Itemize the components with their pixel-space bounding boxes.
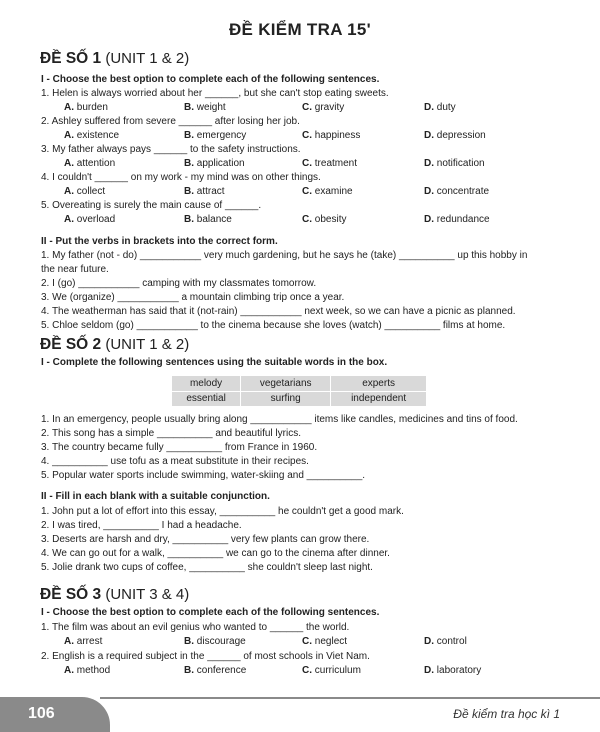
- s1-q4-option-b: B. attract: [184, 186, 225, 197]
- s2-conj-4: 4. We can go out for a walk, __________ we can go to the cinema after dinner.: [41, 548, 390, 559]
- s1-q2-option-c: C. happiness: [302, 130, 361, 141]
- s1-q5-option-c: C. obesity: [302, 214, 347, 225]
- s1-q3-option-c: C. treatment: [302, 158, 358, 169]
- s1-q3-option-a: A. attention: [64, 158, 116, 169]
- s3-q2-option-a: A. method: [64, 665, 111, 676]
- s1-q5-option-d: D. redundance: [424, 214, 490, 225]
- section-3-title: ĐỀ SỐ 3: [40, 586, 102, 603]
- s1-part1-instruction: I - Choose the best option to complete each of the following sentences.: [41, 74, 380, 85]
- word-box-cell: vegetarians: [241, 376, 331, 392]
- s2-question-1: 1. In an emergency, people usually bring along ___________ items like candles, medicines and tins of food.: [41, 414, 518, 425]
- page-footer: [0, 697, 600, 732]
- section-2-unit: (UNIT 1 & 2): [105, 336, 190, 353]
- s1-verb-4: 4. The weatherman has said that it (not-rain) ___________ next week, so we can have a picnic as planned.: [41, 306, 516, 317]
- s2-question-2: 2. This song has a simple __________ and beautiful lyrics.: [41, 428, 301, 439]
- s3-q1-option-b: B. discourage: [184, 636, 246, 647]
- section-1-unit: (UNIT 1 & 2): [105, 50, 190, 67]
- s1-q2-option-d: D. depression: [424, 130, 486, 141]
- s1-question-1: 1. Helen is always worried about her ______, but she can't stop eating sweets.: [41, 88, 389, 99]
- s2-question-5: 5. Popular water sports include swimming, water-skiing and __________.: [41, 470, 366, 481]
- s1-question-5: 5. Overeating is surely the main cause of ______.: [41, 200, 262, 211]
- section-3-unit: (UNIT 3 & 4): [105, 586, 190, 603]
- s2-part1-instruction: I - Complete the following sentences using the suitable words in the box.: [41, 357, 388, 368]
- s1-verb-1: 1. My father (not - do) ___________ very much gardening, but he says he (take) __________ up this hobby in: [41, 250, 528, 261]
- s1-q3-option-b: B. application: [184, 158, 245, 169]
- s2-conj-5: 5. Jolie drank two cups of coffee, __________ she couldn't sleep last night.: [41, 562, 373, 573]
- s1-question-4: 4. I couldn't ______ on my work - my mind was on other things.: [41, 172, 321, 183]
- s1-question-3: 3. My father always pays ______ to the safety instructions.: [41, 144, 301, 155]
- section-2-title: ĐỀ SỐ 2: [40, 336, 102, 353]
- s1-verb-1-cont: the near future.: [41, 264, 109, 275]
- s3-q1-option-a: A. arrest: [64, 636, 103, 647]
- footer-book-title: Đề kiểm tra học kì 1: [453, 707, 560, 721]
- s1-q4-option-a: A. collect: [64, 186, 106, 197]
- s3-question-2: 2. English is a required subject in the ______ of most schools in Viet Nam.: [41, 651, 370, 662]
- s1-q5-option-a: A. overload: [64, 214, 116, 225]
- s1-q2-option-a: A. existence: [64, 130, 120, 141]
- word-box-cell: melody: [172, 376, 241, 392]
- s2-conj-2: 2. I was tired, __________ I had a headache.: [41, 520, 242, 531]
- s1-q4-option-c: C. examine: [302, 186, 353, 197]
- s2-question-4: 4. __________ use tofu as a meat substitute in their recipes.: [41, 456, 309, 467]
- section-1-title: ĐỀ SỐ 1: [40, 50, 102, 67]
- s1-verb-2: 2. I (go) ___________ camping with my classmates tomorrow.: [41, 278, 317, 289]
- section-1-heading: [40, 50, 189, 68]
- s3-q2-option-b: B. conference: [184, 665, 247, 676]
- s1-verb-5: 5. Chloe seldom (go) ___________ to the cinema because she loves (watch) __________ films at home.: [41, 320, 506, 331]
- s2-conj-1: 1. John put a lot of effort into this essay, __________ he couldn't get a good mark.: [41, 506, 404, 517]
- s3-q2-option-d: D. laboratory: [424, 665, 482, 676]
- s2-part2-instruction: II - Fill in each blank with a suitable conjunction.: [41, 491, 270, 502]
- s1-q5-option-b: B. balance: [184, 214, 232, 225]
- word-box-cell: surfing: [241, 391, 331, 407]
- s1-q1-option-d: D. duty: [424, 102, 456, 113]
- s2-question-3: 3. The country became fully __________ from France in 1960.: [41, 442, 318, 453]
- s1-q1-option-b: B. weight: [184, 102, 226, 113]
- s1-part2-instruction: II - Put the verbs in brackets into the correct form.: [41, 236, 278, 247]
- page-title: ĐỀ KIỂM TRA 15': [228, 20, 372, 39]
- s3-question-1: 1. The film was about an evil genius who wanted to ______ the world.: [41, 622, 350, 633]
- page-number: 106: [28, 705, 55, 722]
- s3-q1-option-c: C. neglect: [302, 636, 348, 647]
- page-number-tab: [0, 697, 110, 732]
- footer-rule: [100, 697, 600, 699]
- s1-q2-option-b: B. emergency: [184, 130, 247, 141]
- s1-verb-3: 3. We (organize) ___________ a mountain climbing trip once a year.: [41, 292, 345, 303]
- s1-q1-option-a: A. burden: [64, 102, 108, 113]
- word-box: [171, 375, 427, 407]
- s1-q4-option-d: D. concentrate: [424, 186, 490, 197]
- word-box-cell: experts: [331, 376, 427, 392]
- section-3-heading: [40, 586, 189, 604]
- s1-q3-option-d: D. notification: [424, 158, 485, 169]
- word-box-cell: independent: [331, 391, 427, 407]
- s1-q1-option-c: C. gravity: [302, 102, 345, 113]
- s1-question-2: 2. Ashley suffered from severe ______ after losing her job.: [41, 116, 300, 127]
- s2-conj-3: 3. Deserts are harsh and dry, __________ very few plants can grow there.: [41, 534, 370, 545]
- section-2-heading: [40, 336, 189, 354]
- s3-q1-option-d: D. control: [424, 636, 467, 647]
- word-box-cell: essential: [172, 391, 241, 407]
- s3-q2-option-c: C. curriculum: [302, 665, 361, 676]
- s3-part1-instruction: I - Choose the best option to complete each of the following sentences.: [41, 607, 380, 618]
